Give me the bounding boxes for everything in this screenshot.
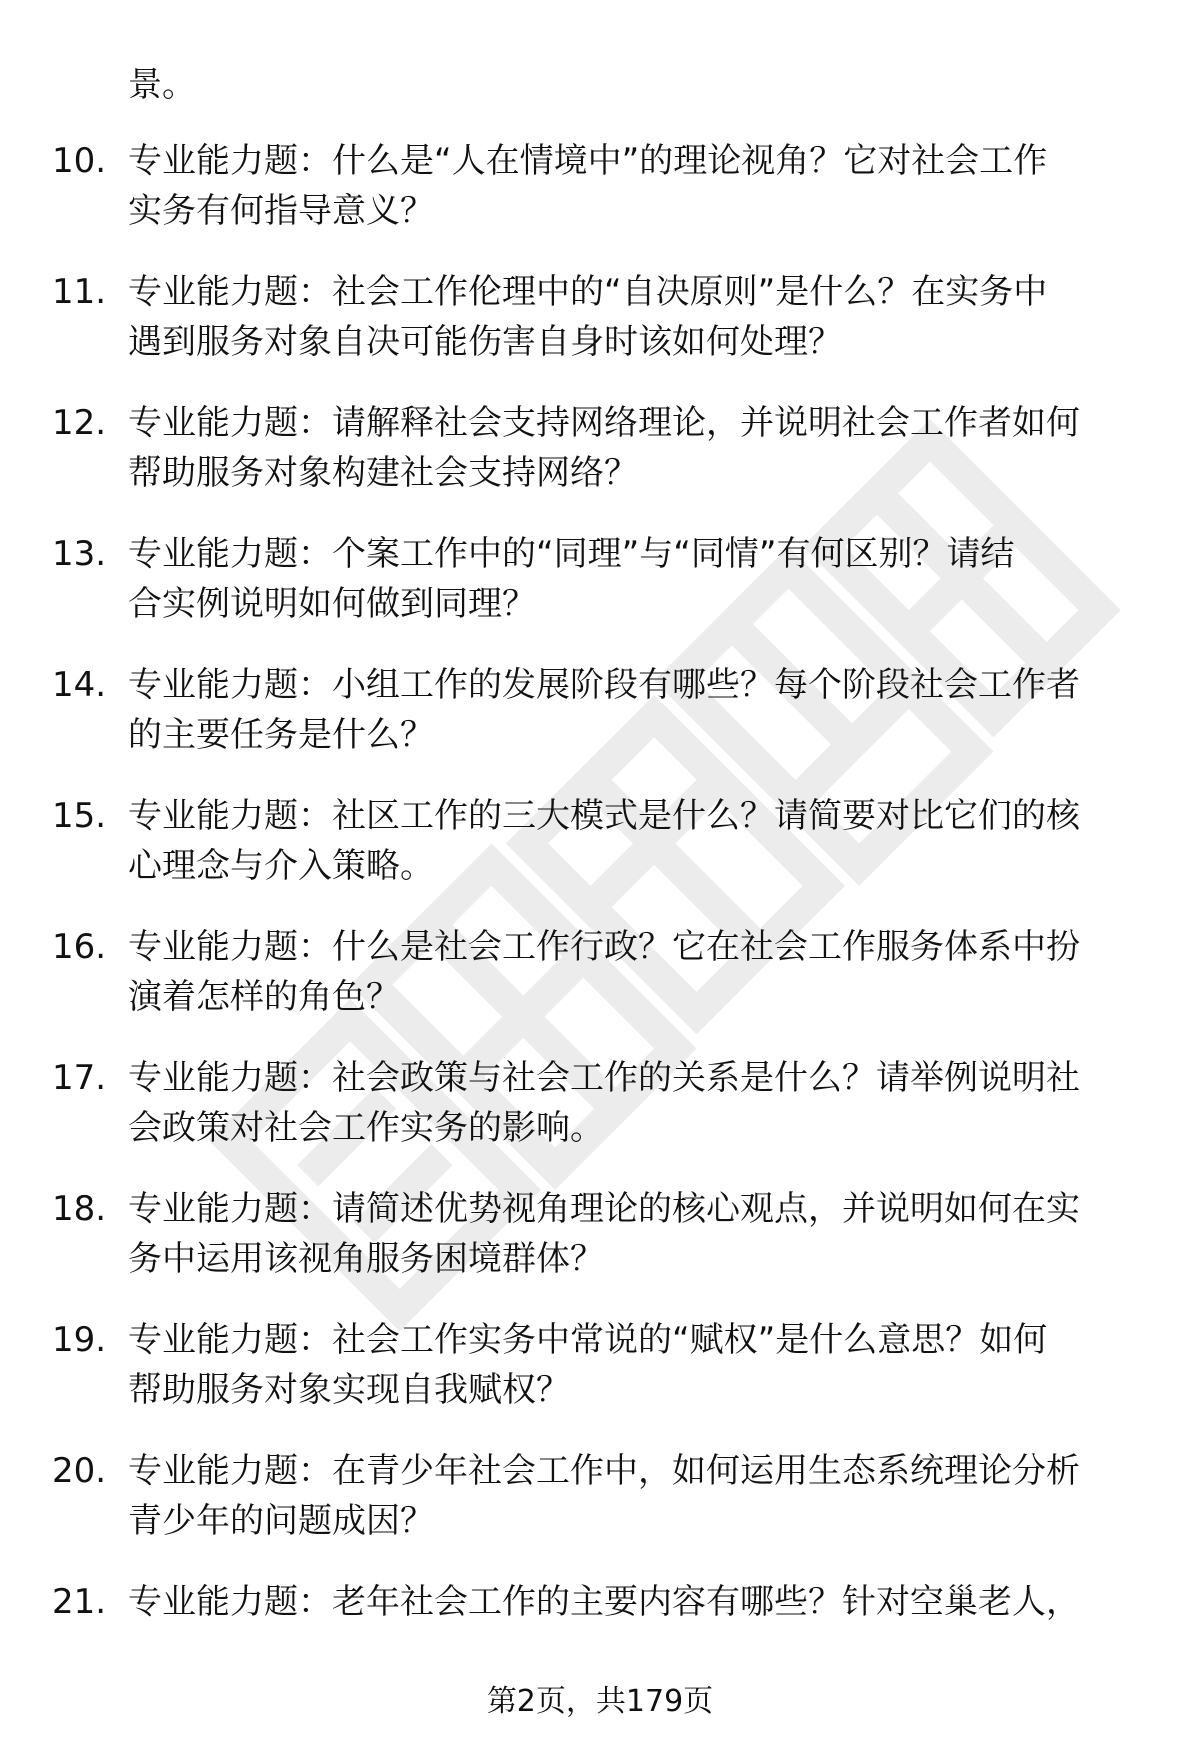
question-number: 18. <box>52 1189 107 1229</box>
question-text-line: 遇到服务对象自决可能伤害自身时该如何处理？ <box>128 322 842 362</box>
question-number: 12. <box>52 403 107 443</box>
question-text-line: 专业能力题：社会工作实务中常说的“赋权”是什么意思？如何 <box>128 1320 1048 1360</box>
question-text-line: 专业能力题：请解释社会支持网络理论，并说明社会工作者如何 <box>128 403 1080 443</box>
question-text-line: 合实例说明如何做到同理？ <box>128 584 536 624</box>
question-text <box>128 529 1138 629</box>
question-text <box>128 398 1138 498</box>
question-text-line: 帮助服务对象实现自我赋权？ <box>128 1370 570 1410</box>
question-text <box>128 1184 1138 1284</box>
question-item <box>0 529 1200 660</box>
page-footer: 第2页，共179页 <box>486 1684 714 1719</box>
question-item <box>0 922 1200 1053</box>
question-text-line: 会政策对社会工作实务的影响。 <box>128 1108 604 1148</box>
question-text <box>128 267 1138 367</box>
question-text-line: 的主要任务是什么？ <box>128 715 434 755</box>
question-text <box>128 1446 1138 1546</box>
question-number: 20. <box>52 1451 107 1491</box>
question-text-line: 专业能力题：小组工作的发展阶段有哪些？每个阶段社会工作者 <box>128 665 1080 705</box>
question-item <box>0 398 1200 529</box>
question-text-line: 演着怎样的角色？ <box>128 977 400 1017</box>
question-text-line: 专业能力题：什么是社会工作行政？它在社会工作服务体系中扮 <box>128 927 1080 967</box>
question-text-line: 帮助服务对象构建社会支持网络？ <box>128 453 638 493</box>
question-number: 14. <box>52 665 107 705</box>
question-text-line: 实务有何指导意义？ <box>128 191 434 231</box>
question-item <box>0 1184 1200 1315</box>
question-text <box>128 791 1138 891</box>
question-text <box>128 136 1138 236</box>
question-item <box>0 136 1200 267</box>
question-text-line: 专业能力题：社会工作伦理中的“自决原则”是什么？在实务中 <box>128 272 1048 312</box>
question-item <box>0 267 1200 398</box>
question-text <box>128 1315 1138 1415</box>
question-list <box>0 136 1200 1708</box>
question-number: 10. <box>52 141 107 181</box>
question-text-line: 务中运用该视角服务困境群体？ <box>128 1239 604 1279</box>
question-number: 15. <box>52 796 107 836</box>
question-text-line: 专业能力题：社区工作的三大模式是什么？请简要对比它们的核 <box>128 796 1080 836</box>
question-item <box>0 660 1200 791</box>
question-number: 21. <box>52 1582 107 1622</box>
question-text-line: 专业能力题：社会政策与社会工作的关系是什么？请举例说明社 <box>128 1058 1080 1098</box>
question-text <box>128 1577 1138 1627</box>
continuation-text: 景。 <box>128 65 196 105</box>
question-number: 11. <box>52 272 107 312</box>
question-number: 13. <box>52 534 107 574</box>
question-item <box>0 1315 1200 1446</box>
question-text-line: 青少年的问题成因？ <box>128 1501 434 1541</box>
question-text-line: 专业能力题：在青少年社会工作中，如何运用生态系统理论分析 <box>128 1451 1080 1491</box>
question-item <box>0 1446 1200 1577</box>
question-number: 19. <box>52 1320 107 1360</box>
question-text-line: 专业能力题：个案工作中的“同理”与“同情”有何区别？请结 <box>128 534 1015 574</box>
question-text-line: 专业能力题：什么是“人在情境中”的理论视角？它对社会工作 <box>128 141 1048 181</box>
question-number: 17. <box>52 1058 107 1098</box>
question-item <box>0 791 1200 922</box>
question-item <box>0 1053 1200 1184</box>
question-number: 16. <box>52 927 107 967</box>
question-text <box>128 660 1138 760</box>
question-text-line: 专业能力题：老年社会工作的主要内容有哪些？针对空巢老人， <box>128 1582 1080 1622</box>
question-text <box>128 1053 1138 1153</box>
question-text-line: 心理念与介入策略。 <box>128 846 434 886</box>
question-text <box>128 922 1138 1022</box>
question-text-line: 专业能力题：请简述优势视角理论的核心观点，并说明如何在实 <box>128 1189 1080 1229</box>
